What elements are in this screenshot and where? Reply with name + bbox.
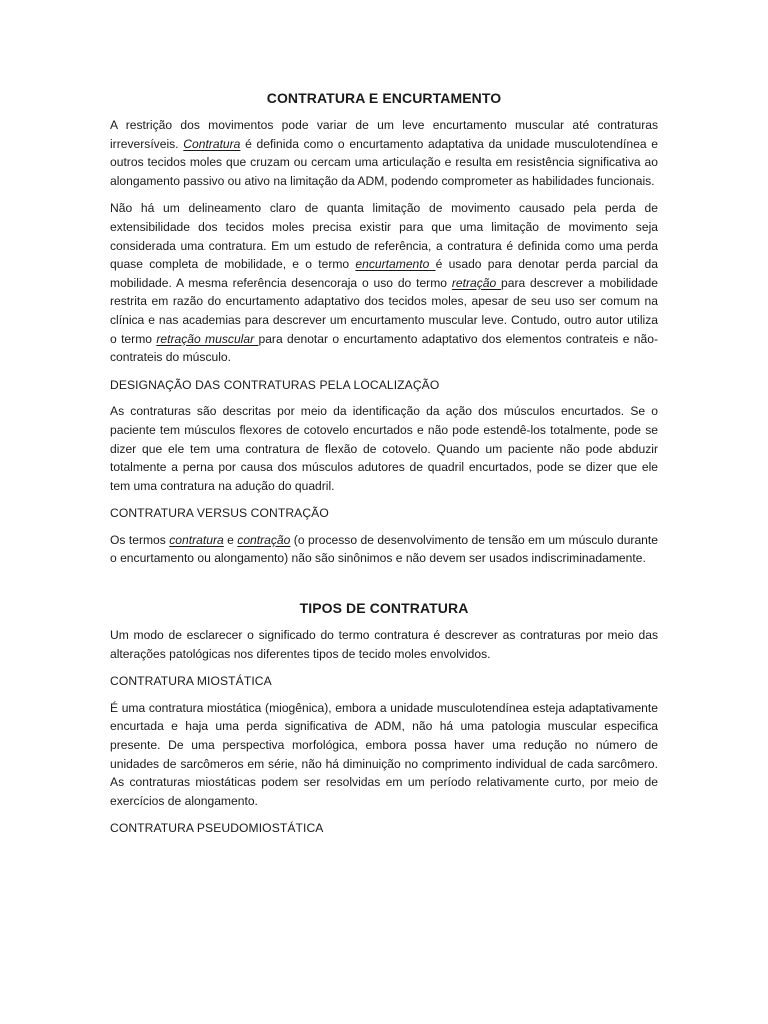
section-heading: DESIGNAÇÃO DAS CONTRATURAS PELA LOCALIZAÇÃO: [110, 377, 440, 392]
section-heading: CONTRATURA MIOSTÁTICA: [110, 674, 272, 689]
section-heading: CONTRATURA VERSUS CONTRAÇÃO: [110, 506, 329, 521]
section-title: CONTRATURA E ENCURTAMENTO: [266, 90, 502, 106]
section-heading: CONTRATURA PSEUDOMIOSTÁTICA: [110, 821, 324, 836]
paragraph: [110, 116, 658, 190]
paragraph-text: Não há um delineamento claro de quanta limitação de movimento causado pela perda de extensibilidade dos tecidos moles precisa existir para que uma limitação de movimento seja considerada uma contratura. Em um estudo de referência, a contratura é definida como uma perda quase completa de mobilidade, e o termo: [110, 201, 658, 272]
emphasized-term: contratura: [169, 532, 224, 547]
paragraph-text: para descrever a mobilidade restrita em razão do encurtamento adaptativo dos tecidos moles, apesar de seu uso ser comum na clínica e nas academias para descrever um encurtamento muscular leve. Contudo, outro autor utiliza o termo: [110, 275, 658, 346]
paragraph-text: é usado para denotar perda parcial da mobilidade. A mesma referência desencoraja o uso do termo: [110, 257, 658, 290]
document-page: [110, 88, 658, 846]
paragraph-text: (o processo de desenvolvimento de tensão em um músculo durante o encurtamento ou alongamento) não são sinônimos e não devem ser usados indiscriminadamente.: [110, 532, 658, 566]
paragraph-text: As contraturas são descritas por meio da identificação da ação dos músculos encurtados. Se o paciente tem músculos flexores de cotovelo encurtados e não pode estendê-los totalmente, pode se dizer que ele tem uma contratura de flexão de cotovelo. Quando um paciente não pode abduzir totalmente a perna por causa dos músculos adutores de quadril encurtados, pode se dizer que ele tem uma contratura na adução do quadril.: [110, 404, 658, 493]
paragraph: [110, 531, 658, 568]
paragraph-text: é definida como o encurtamento adaptativa da unidade musculotendínea e outros tecidos moles que cruzam ou cercam uma articulação e resulta em resistência significativa ao alongamento passivo ou ativo na limitação da ADM, podendo comprometer as habilidades funcionais.: [110, 136, 659, 188]
paragraph-text: Os termos: [110, 532, 170, 547]
emphasized-term: contração: [237, 532, 291, 547]
paragraph-text: para denotar o encurtamento adaptativo dos elementos contrateis e não-contrateis do músculo.: [110, 331, 658, 365]
paragraph-text: Um modo de esclarecer o significado do termo contratura é descrever as contraturas por meio das alterações patológicas nos diferentes tipos de tecido moles envolvidos.: [110, 628, 658, 661]
emphasized-term: retração: [451, 275, 502, 290]
paragraph: [110, 626, 658, 663]
emphasized-term: retração muscular: [156, 331, 259, 346]
paragraph-text: A restrição dos movimentos pode variar de um leve encurtamento muscular até contraturas irreversíveis.: [110, 118, 658, 151]
paragraph-text: É uma contratura miostática (miogênica), embora a unidade musculotendínea esteja adaptativamente encurtada e haja uma perda significativa de ADM, não há uma patologia muscular especifica presente. De uma perspectiva morfológica, embora possa haver uma redução no número de unidades de sarcômeros em série, não há diminuição no comprimento individual de cada sarcômero. As contraturas miostáticas podem ser resolvidas em um período relativamente curto, por meio de exercícios de alongamento.: [110, 700, 658, 808]
emphasized-term: Contratura: [183, 136, 241, 151]
paragraph: [110, 199, 658, 366]
emphasized-term: encurtamento: [355, 257, 436, 272]
paragraph: [110, 699, 658, 811]
paragraph-text: e: [223, 532, 238, 547]
section-title: TIPOS DE CONTRATURA: [299, 600, 469, 617]
paragraph: [110, 402, 658, 495]
